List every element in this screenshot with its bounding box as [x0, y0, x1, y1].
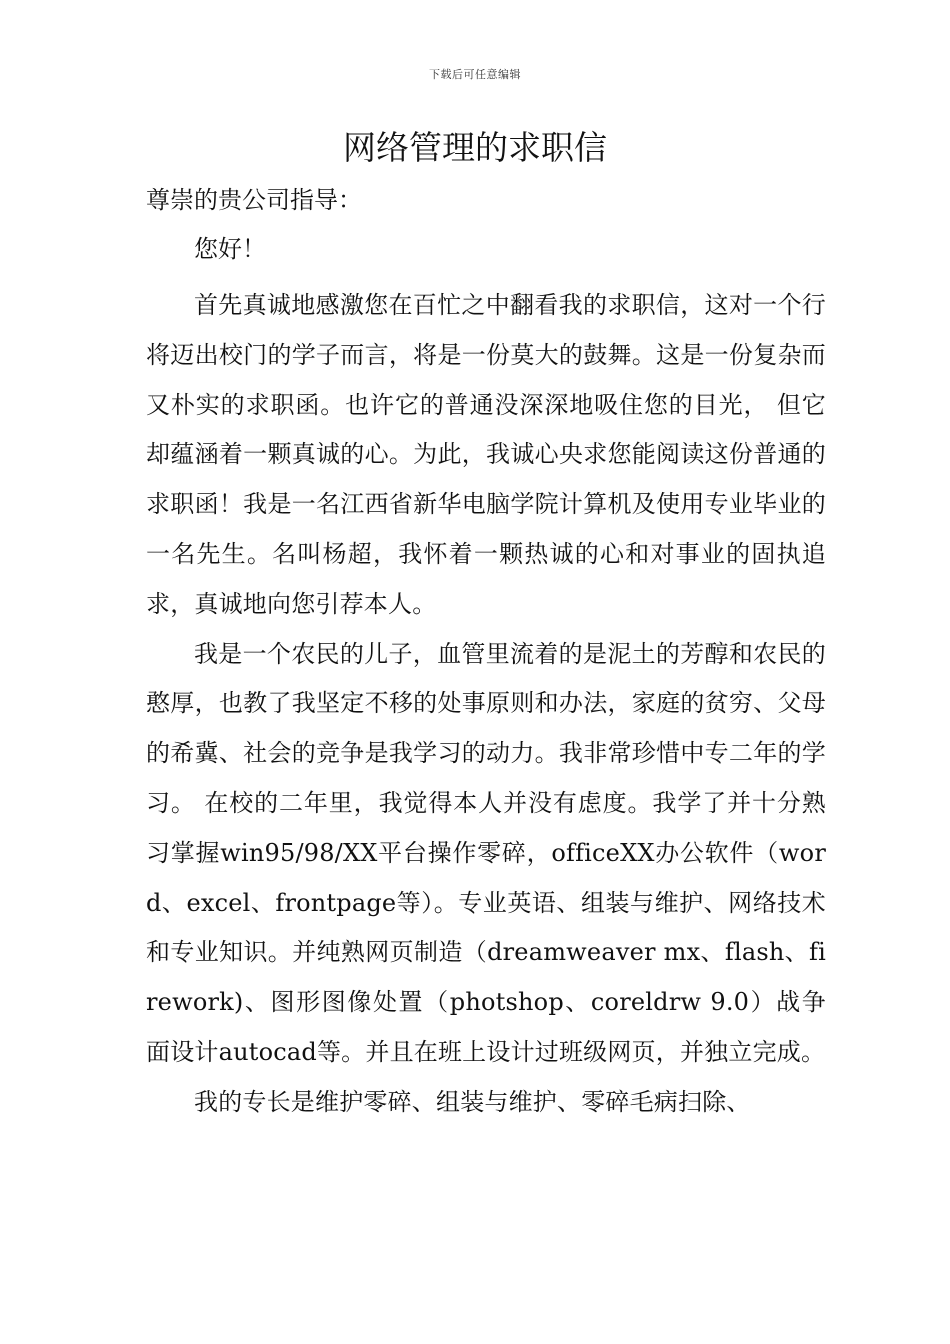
body-paragraph: 我的专长是维护零碎、组装与维护、零碎毛病扫除、 — [194, 1087, 751, 1116]
document-title: 网络管理的求职信 — [343, 128, 607, 167]
salutation: 尊崇的贵公司指导： — [146, 186, 362, 214]
body-paragraph: 首先真诚地感激您在百忙之中翻看我的求职信，这对一个行将迈出校门的学子而言，将是一份莫大的鼓舞。这是一份复杂而又朴实的求职函。也许它的普通没深深地吸住您的目光， 但它却蕴涵着一颗真诚的心。为此，我诚心央求您能阅读这份普通的求职函！我是一名江西省新华电脑学院计算机及使用专业毕业的一名先生。名叫杨超，我怀着一颗热诚的心和对事业的固执追求，真诚地向您引荐本人。 — [146, 291, 826, 618]
letter-body — [146, 281, 826, 1128]
body-paragraph: 我是一个农民的儿子，血管里流着的是泥土的芳醇和农民的憨厚，也教了我坚定不移的处事原则和办法，家庭的贫穷、父母的希冀、社会的竞争是我学习的动力。我非常珍惜中专二年的学习。 在校的二年里，我觉得本人并没有虑度。我学了并十分熟习掌握win95/98/XX平台操作零碎，officeXX办公软件（word、excel、frontpage等）。专业英语、组装与维护、网络技术和专业知识。并纯熟网页制造（dreamweaver mx、flash、firework)、图形图像处置（photshop、coreldrw 9.0）战争面设计autocad等。并且在班上设计过班级网页，并独立完成。 — [146, 639, 826, 1066]
greeting: 您好！ — [194, 235, 266, 263]
header-note: 下载后可任意编辑 — [429, 68, 521, 81]
